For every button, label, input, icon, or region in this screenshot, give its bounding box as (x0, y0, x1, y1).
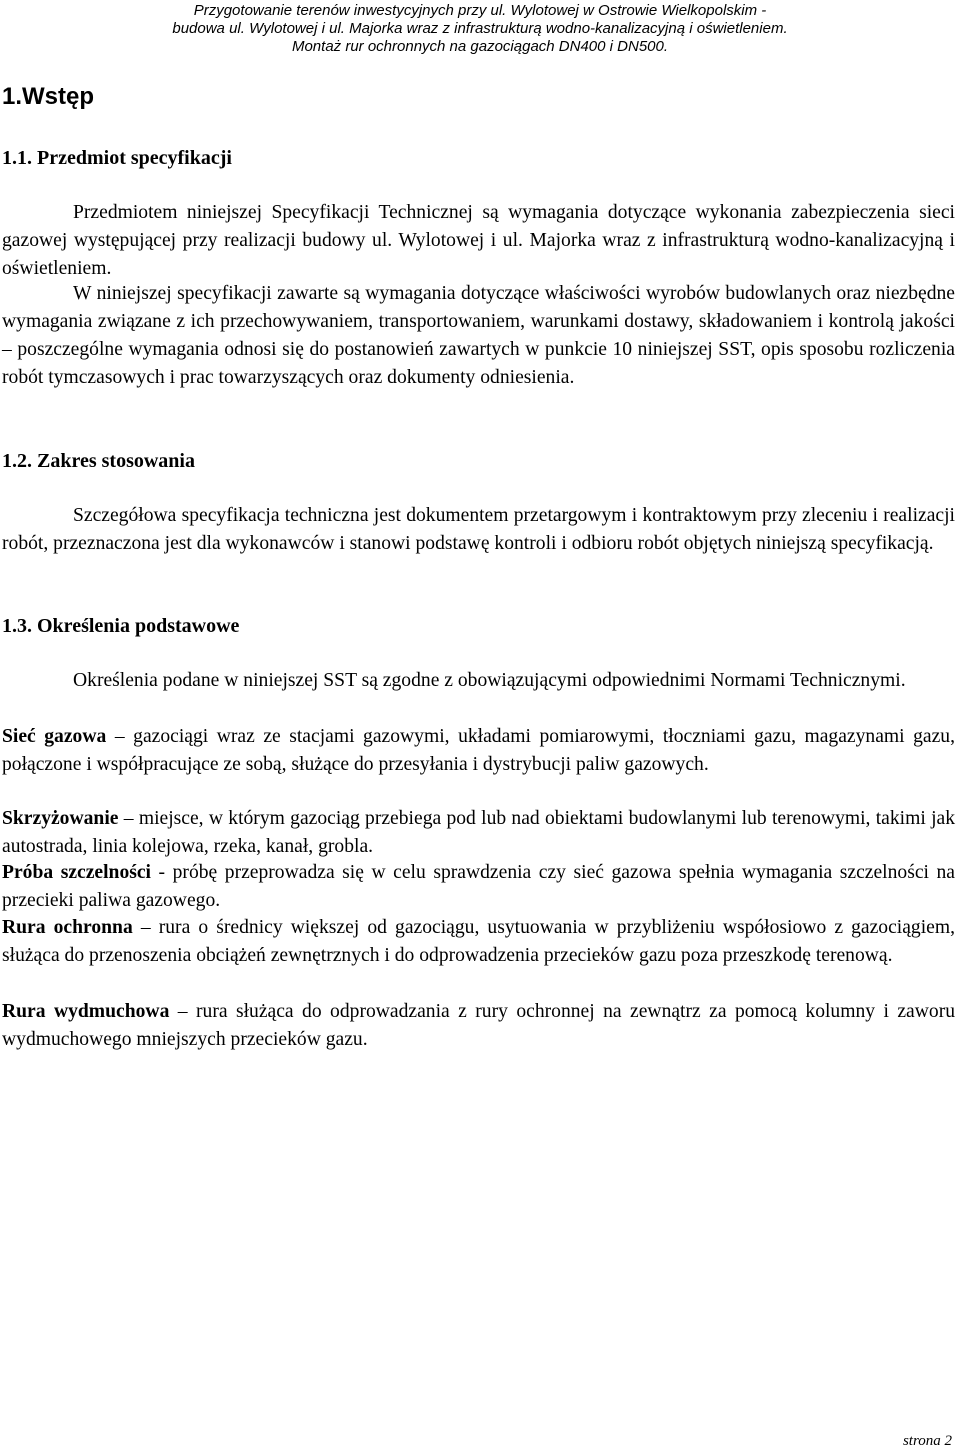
definition-separator: – (106, 726, 134, 747)
paragraph-wymagania: W niniejszej specyfikacji zawarte są wymagania dotyczące właściwości wyrobów budowlanych oraz niezbędne wymagania związane z ich przechowywaniem, transportowaniem, warunkami dostawy, składowaniem i kontrolą jakości – poszczególne wymagania odnosi się do postanowień zawartych w punkcie 10 niniejszej SST, opis sposobu rozliczenia robót tymczasowych i prac towarzyszących oraz dokumenty odniesienia. (2, 283, 955, 388)
definition-text: gazociągi wraz ze stacjami gazowymi, układami pomiarowymi, tłoczniami gazu, magazynami gazu, połączone i współpracujące ze sobą, służące do przesyłania i dystrybucji paliw gazowych. (2, 726, 955, 775)
definition-separator: - (151, 862, 173, 883)
definition-text: rura służąca do odprowadzania z rury ochronnej na zewnątrz za pomocą kolumny i zaworu wydmuchowego mniejszych przecieków gazu. (2, 1001, 956, 1050)
definition-skrzyzowanie (2, 805, 955, 861)
page-number: strona 2 (902, 1433, 952, 1449)
section-title-wstep: 1.Wstęp (2, 83, 95, 110)
paragraph-przedmiot: Przedmiotem niniejszej Specyfikacji Technicznej są wymagania dotyczące wykonania zabezpieczenia sieci gazowej występującej przy realizacji budowy ul. Wylotowej i ul. Majorka wraz z infrastrukturą wodno-kanalizacyjną i oświetleniem. (2, 202, 955, 279)
definition-term: Sieć gazowa (2, 726, 107, 747)
definition-rura-ochronna (2, 914, 955, 970)
definition-siec-gazowa (2, 723, 955, 779)
definition-term: Próba szczelności (2, 862, 152, 883)
definition-term: Rura ochronna (2, 917, 133, 938)
definition-text: rura o średnicy większej od gazociągu, usytuowania w przybliżeniu współosiowo z gazociągiem, służąca do przenoszenia obciążeń zewnętrznych i do odprowadzenia przecieków gazu poza przeszkodę terenową. (2, 917, 956, 966)
header-line-2: budowa ul. Wylotowej i ul. Majorka wraz z infrastrukturą wodno-kanalizacyjną i oświetleniem. (172, 20, 788, 37)
definition-term: Rura wydmuchowa (2, 1001, 170, 1022)
subsection-title-1-1: 1.1. Przedmiot specyfikacji (2, 147, 232, 169)
subsection-title-1-3: 1.3. Określenia podstawowe (2, 615, 240, 637)
header-line-3: Montaż rur ochronnych na gazociągach DN400 i DN500. (291, 38, 669, 55)
definition-rura-wydmuchowa (2, 998, 955, 1054)
definition-separator: – (169, 1001, 197, 1022)
definition-separator: – (118, 808, 139, 829)
definition-proba-szczelnosci (2, 859, 955, 915)
definition-separator: – (132, 917, 159, 938)
header-line-1: Przygotowanie terenów inwestycyjnych przy ul. Wylotowej w Ostrowie Wielkopolskim - (193, 2, 767, 19)
subsection-title-1-2: 1.2. Zakres stosowania (2, 450, 195, 472)
paragraph-zakres: Szczegółowa specyfikacja techniczna jest dokumentem przetargowym i kontraktowym przy zleceniu i realizacji robót, przeznaczona jest dla wykonawców i stanowi podstawę kontroli i odbioru robót objętych niniejszą specyfikacją. (2, 505, 955, 554)
running-header (0, 2, 960, 56)
paragraph-okreslenia: Określenia podane w niniejszej SST są zgodne z obowiązującymi odpowiednimi Normami Technicznymi. (73, 670, 906, 691)
definition-text: miejsce, w którym gazociąg przebiega pod lub nad obiektami budowlanymi lub terenowymi, takimi jak autostrada, linia kolejowa, rzeka, kanał, grobla. (2, 808, 956, 857)
definition-text: próbę przeprowadza się w celu sprawdzenia czy sieć gazowa spełnia wymagania szczelności na przecieki paliwa gazowego. (2, 862, 956, 911)
definition-term: Skrzyżowanie (2, 808, 119, 829)
